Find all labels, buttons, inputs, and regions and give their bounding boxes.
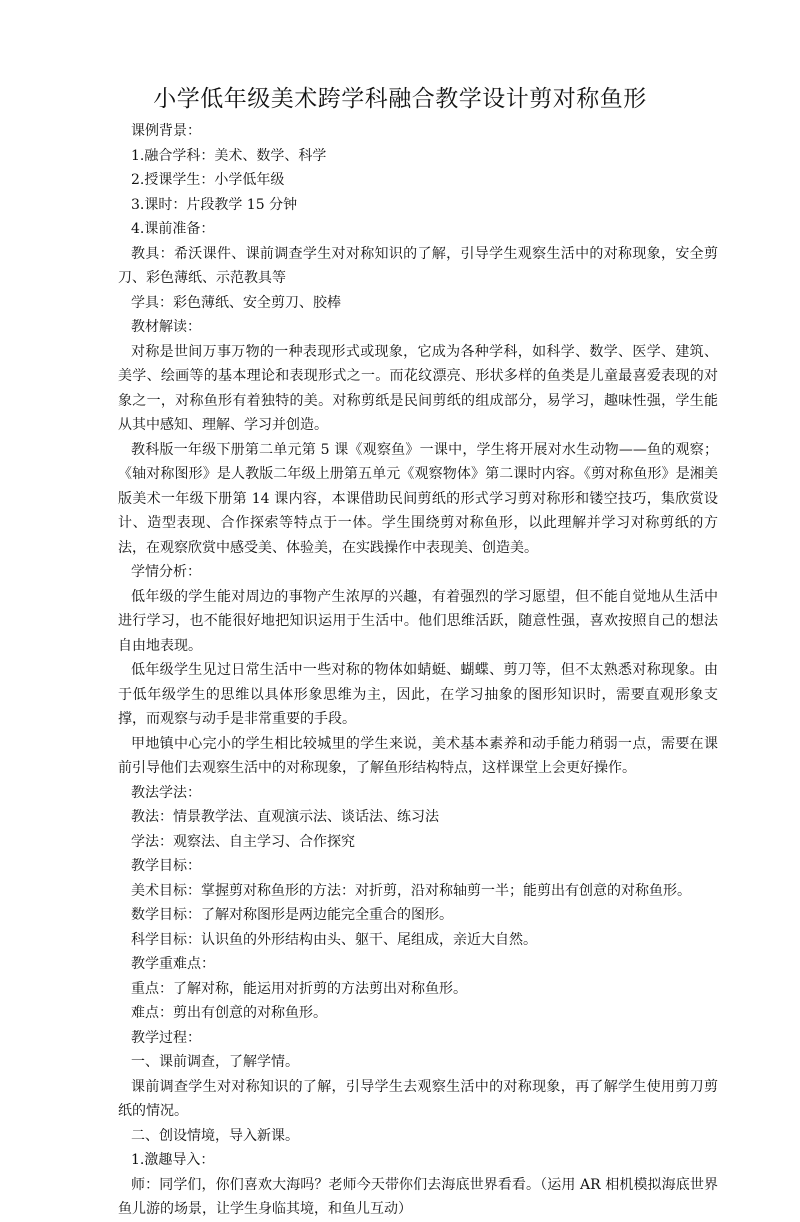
- heading-goals: 教学目标：: [131, 858, 201, 874]
- heading-methods: 教法学法：: [131, 784, 201, 801]
- heading-process: 教学过程：: [131, 1029, 201, 1046]
- heading-learner-analysis: 学情分析：: [131, 564, 201, 580]
- text-line: 重点：了解对称，能运用对折剪的方法剪出对称鱼形。: [131, 980, 467, 997]
- document-title: 小学低年级美术跨学科融合教学设计剪对称鱼形: [153, 86, 647, 112]
- text-line: 学具：彩色薄纸、安全剪刀、胶棒: [131, 294, 341, 311]
- text-line: 科学目标：认识鱼的外形结构由头、躯干、尾组成，亲近大自然。: [131, 931, 537, 948]
- text-line: 3.课时：片段教学 15 分钟: [131, 196, 298, 213]
- heading-background: 课例背景：: [131, 123, 201, 139]
- heading-textbook: 教材解读：: [131, 319, 201, 335]
- text-line: 二、创设情境，导入新课。: [131, 1127, 299, 1144]
- text-line: 4.课前准备：: [131, 221, 215, 237]
- text-line: 美术目标：掌握剪对称鱼形的方法：对折剪，沿对称轴剪一半；能剪出有创意的对称鱼形。: [131, 882, 691, 899]
- text-line: 1.激趣导入：: [131, 1152, 215, 1168]
- paragraph: 课前调查学生对对称知识的了解，引导学生去观察生活中的对称现象，再了解学生使用剪刀剪纸的情况。: [118, 1078, 718, 1119]
- paragraph: 对称是世间万事万物的一种表现形式或现象，它成为各种学科，如科学、数学、医学、建筑、美学、绘画等的基本理论和表现形式之一。而花纹漂亮、形状多样的鱼类是儿童最喜爱表现的对象之一，对称鱼形有着独特的美。对称剪纸是民间剪纸的组成部分，易学习，趣味性强，学生能从其中感知、理解、学习并创造。: [118, 343, 718, 433]
- heading-key-points: 教学重难点：: [131, 956, 215, 972]
- text-line: 数学目标：了解对称图形是两边能完全重合的图形。: [131, 907, 453, 923]
- paragraph: 甲地镇中心完小的学生相比较城里的学生来说，美术基本素养和动手能力稍弱一点，需要在课前引导他们去观察生活中的对称现象，了解鱼形结构特点，这样课堂上会更好操作。: [118, 735, 718, 776]
- paragraph: 低年级学生见过日常生活中一些对称的物体如蜻蜓、蝴蝶、剪刀等，但不太熟悉对称现象。由于低年级学生的思维以具体形象思维为主，因此，在学习抽象的图形知识时，需要直观形象支撑，而观察与动手是非常重要的手段。: [118, 662, 718, 727]
- paragraph: 师：同学们，你们喜欢大海吗？老师今天带你们去海底世界看看。（运用 AR 相机模拟海底世界鱼儿游的场景，让学生身临其境，和鱼儿互动）: [118, 1176, 718, 1217]
- document-body: [118, 119, 718, 1222]
- text-line: 2.授课学生：小学低年级: [131, 172, 285, 188]
- text-line: 教法：情景教学法、直观演示法、谈话法、练习法: [131, 809, 439, 825]
- paragraph: 教具：希沃课件、课前调查学生对对称知识的了解，引导学生观察生活中的对称现象，安全剪刀、彩色薄纸、示范教具等: [118, 245, 718, 286]
- text-line: 学法：观察法、自主学习、合作探究: [131, 833, 355, 850]
- text-line: 1.融合学科：美术、数学、科学: [131, 147, 327, 164]
- text-line: 一、课前调查，了解学情。: [131, 1054, 299, 1070]
- paragraph: 教科版一年级下册第二单元第 5 课《观察鱼》一课中，学生将开展对水生动物——鱼的观察；《轴对称图形》是人教版二年级上册第五单元《观察物体》第二课时内容。《剪对称鱼形》是湘美版美术一年级下册第 14 课内容，本课借助民间剪纸的形式学习剪对称形和镂空技巧，集欣赏设计、造型表现、合作探索等特点于一体。学生围绕剪对称鱼形，以此理解并学习对称剪纸的方法，在观察欣赏中感受美、体验美，在实践操作中表现美、创造美。: [118, 441, 718, 556]
- text-line: 难点：剪出有创意的对称鱼形。: [131, 1005, 327, 1021]
- paragraph: 低年级的学生能对周边的事物产生浓厚的兴趣，有着强烈的学习愿望，但不能自觉地从生活中进行学习，也不能很好地把知识运用于生活中。他们思维活跃，随意性强，喜欢按照自己的想法自由地表现。: [118, 588, 718, 654]
